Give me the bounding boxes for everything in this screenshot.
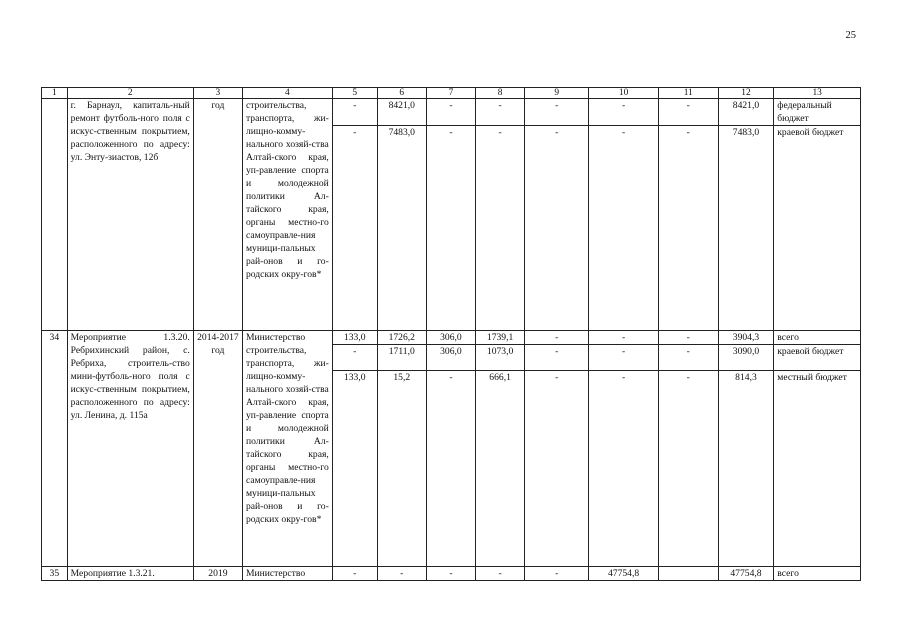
row-number: 35: [42, 567, 68, 581]
finance-value: -: [476, 99, 525, 126]
finance-value: -: [589, 99, 658, 126]
column-number: 1: [42, 88, 68, 99]
finance-total: 3904,3: [718, 331, 774, 345]
column-number: 2: [67, 88, 193, 99]
row-number: [42, 99, 68, 331]
finance-value: -: [476, 126, 525, 331]
column-number: 12: [718, 88, 774, 99]
finance-value: 1739,1: [476, 331, 525, 345]
finance-value: 306,0: [426, 345, 475, 371]
event-executor: Министерство: [242, 567, 332, 581]
finance-value: 47754,8: [589, 567, 658, 581]
finance-value: -: [426, 126, 475, 331]
table-row: [42, 331, 861, 345]
finance-value: -: [525, 345, 589, 371]
event-name: Мероприятие 1.3.20. Ребрихинский район, с. Ребриха, строитель-ство мини-футболь-ного поля с искус-ственным покрытием, расположенного по адресу: ул. Ленина, д. 115а: [67, 331, 193, 567]
finance-value: -: [525, 99, 589, 126]
finance-value: -: [525, 331, 589, 345]
finance-value: -: [589, 331, 658, 345]
event-period: 2014-2017 год: [193, 331, 242, 567]
finance-value: -: [658, 99, 718, 126]
event-executor: строительства, транспорта, жи-лищно-комму-нального хозяй-ства Алтай-ского края, уп-равление спорта и молодежной политики Ал-тайского края, органы местно-го самоуправле-ния муници-пальных рай-онов и го-родских окру-гов*: [242, 99, 332, 331]
column-number: 5: [332, 88, 377, 99]
finance-value: 8421,0: [377, 99, 426, 126]
finance-value: -: [658, 371, 718, 567]
finance-value: -: [658, 126, 718, 331]
finance-total: 47754,8: [718, 567, 774, 581]
finance-value: -: [658, 345, 718, 371]
program-table: [41, 87, 861, 581]
column-number: 8: [476, 88, 525, 99]
finance-value: -: [525, 126, 589, 331]
finance-source: всего: [774, 567, 861, 581]
column-number: 13: [774, 88, 861, 99]
column-number: 7: [426, 88, 475, 99]
event-period: 2019: [193, 567, 242, 581]
finance-value: -: [332, 567, 377, 581]
finance-value: -: [426, 371, 475, 567]
finance-source: федеральный бюджет: [774, 99, 861, 126]
finance-value: -: [476, 567, 525, 581]
event-executor: Министерство строительства, транспорта, жи-лищно-комму-нального хозяй-ства Алтай-ского края, уп-равление спорта и молодежной политики Ал-тайского края, органы местно-го самоуправле-ния муници-пальных рай-онов и го-родских окру-гов*: [242, 331, 332, 567]
finance-source: всего: [774, 331, 861, 345]
finance-value: 1726,2: [377, 331, 426, 345]
column-number: 10: [589, 88, 658, 99]
finance-source: краевой бюджет: [774, 345, 861, 371]
table-row: [42, 567, 861, 581]
row-number: 34: [42, 331, 68, 567]
finance-value: -: [426, 567, 475, 581]
finance-source: местный бюджет: [774, 371, 861, 567]
finance-value: 1073,0: [476, 345, 525, 371]
column-number: 6: [377, 88, 426, 99]
finance-value: -: [589, 345, 658, 371]
column-number: 11: [658, 88, 718, 99]
finance-value: -: [377, 567, 426, 581]
finance-value: 666,1: [476, 371, 525, 567]
finance-source: краевой бюджет: [774, 126, 861, 331]
finance-value: -: [525, 567, 589, 581]
finance-value: -: [589, 126, 658, 331]
finance-total: 8421,0: [718, 99, 774, 126]
finance-total: 814,3: [718, 371, 774, 567]
finance-value: -: [332, 345, 377, 371]
finance-value: 7483,0: [377, 126, 426, 331]
finance-value: 306,0: [426, 331, 475, 345]
page-number: 25: [845, 30, 856, 41]
finance-value: -: [332, 126, 377, 331]
column-number: 4: [242, 88, 332, 99]
finance-value: 133,0: [332, 331, 377, 345]
finance-value: 1711,0: [377, 345, 426, 371]
finance-total: 3090,0: [718, 345, 774, 371]
column-numbers-row: [42, 88, 861, 99]
finance-value: 133,0: [332, 371, 377, 567]
finance-value: -: [525, 371, 589, 567]
finance-value: -: [589, 371, 658, 567]
column-number: 9: [525, 88, 589, 99]
event-period: год: [193, 99, 242, 331]
event-name: г. Барнаул, капиталь-ный ремонт футболь-ного поля с искус-ственным покрытием, расположенного по адресу: ул. Энту-зиастов, 12б: [67, 99, 193, 331]
finance-total: 7483,0: [718, 126, 774, 331]
finance-value: -: [658, 331, 718, 345]
event-name: Мероприятие 1.3.21.: [67, 567, 193, 581]
finance-value: -: [332, 99, 377, 126]
column-number: 3: [193, 88, 242, 99]
finance-value: -: [426, 99, 475, 126]
finance-value: [658, 567, 718, 581]
finance-value: 15,2: [377, 371, 426, 567]
table-row: [42, 99, 861, 126]
